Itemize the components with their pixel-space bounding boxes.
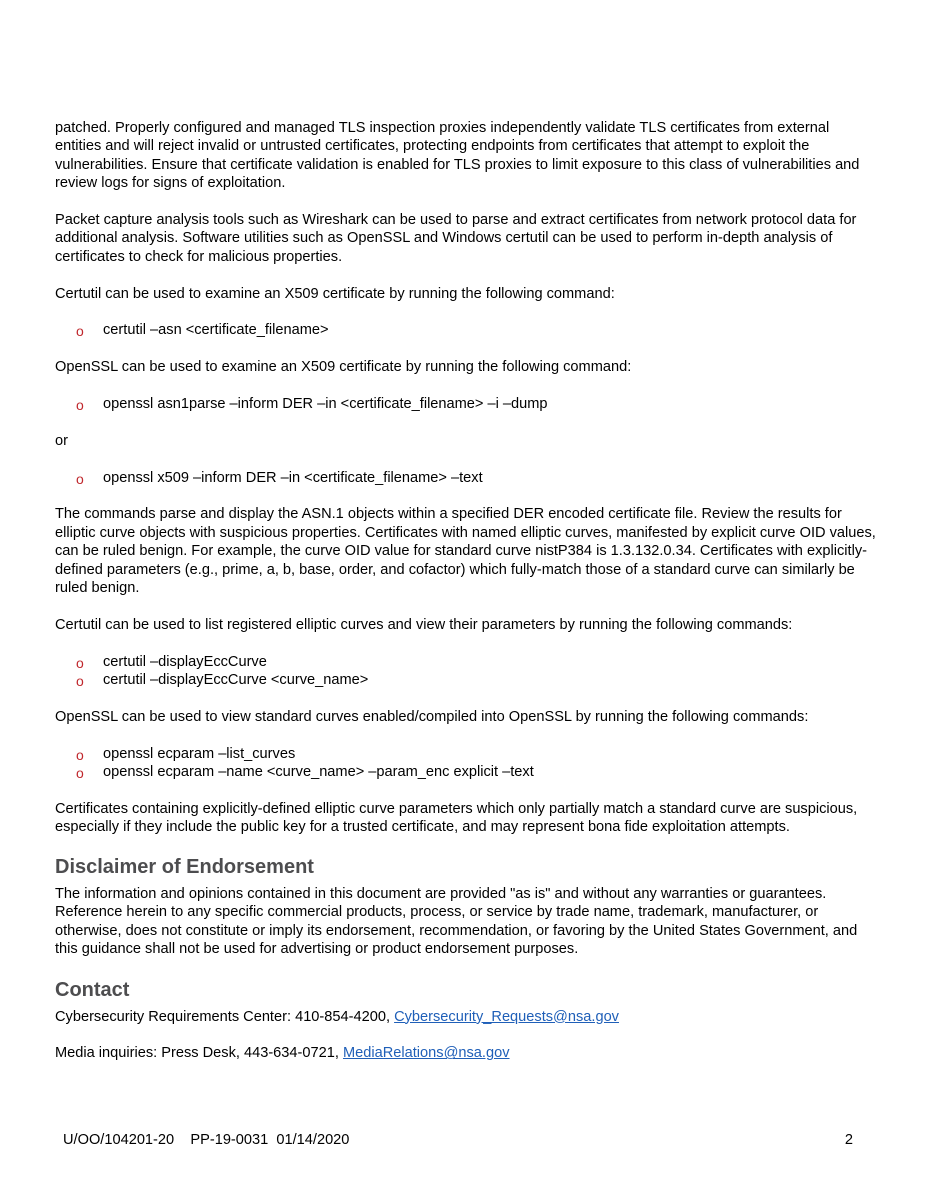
paragraph-certutil-curves: Certutil can be used to list registered elliptic curves and view their parameters by running the following commands: — [55, 616, 793, 633]
command-text: openssl ecparam –name <curve_name> –param_enc explicit –text — [103, 763, 534, 780]
page-footer — [63, 1131, 853, 1149]
command-text: openssl ecparam –list_curves — [103, 745, 296, 762]
bullet-icon: o — [76, 397, 84, 413]
paragraph-openssl-curves: OpenSSL can be used to view standard curves enabled/compiled into OpenSSL by running the following commands: — [55, 708, 809, 725]
media-label: Media inquiries: Press Desk, 443-634-0721, — [55, 1045, 343, 1062]
contact-csrc-line — [55, 1008, 877, 1026]
certutil-command-list — [55, 321, 877, 339]
list-item — [55, 653, 877, 671]
openssl-x509-command-list — [55, 469, 877, 487]
bullet-icon: o — [76, 323, 84, 340]
list-item — [55, 745, 877, 763]
paragraph-packet-capture: Packet capture analysis tools such as Wireshark can be used to parse and extract certificates from network protocol data for additional analysis. Software utilities such as OpenSSL and Windows certutil can be used to perform in-depth analysis of certificates to check for malicious properties. — [55, 212, 857, 265]
contact-heading: Contact — [55, 978, 130, 1001]
command-text: openssl asn1parse –inform DER –in <certificate_filename> –i –dump — [103, 396, 548, 412]
footer-doc-id: U/OO/104201-20 — [63, 1132, 175, 1148]
command-text: certutil –displayEccCurve — [103, 653, 267, 670]
openssl-curve-command-list — [55, 745, 877, 782]
paragraph-suspicious-certs: Certificates containing explicitly-defined elliptic curve parameters which only partially match a standard curve are suspicious, especially if they include the public key for a trusted certificate, and may represent bona fide exploitation attempts. — [55, 800, 858, 836]
bullet-icon: o — [76, 654, 84, 671]
command-text: certutil –displayEccCurve <curve_name> — [103, 671, 369, 688]
footer-doc-info — [63, 1131, 349, 1149]
contact-media-line — [55, 1044, 877, 1062]
bullet-icon: o — [76, 672, 84, 689]
bullet-icon: o — [76, 746, 84, 763]
certutil-curve-command-list — [55, 653, 877, 690]
footer-date: 01/14/2020 — [276, 1132, 350, 1148]
openssl-command-list — [55, 395, 877, 413]
paragraph-tls-proxies: patched. Properly configured and managed TLS inspection proxies independently validate TLS certificates from external entities and will reject invalid or untrusted certificates, protecting endpoints from certificates that attempt to exploit the vulnerabilities. Ensure that certificate validation is enabled for TLS proxies to limit exposure to this class of vulnerabilities and review logs for signs of exploitation. — [55, 120, 860, 192]
disclaimer-text: The information and opinions contained in this document are provided "as is" and without any warranties or guarantees. Reference herein to any specific commercial products, process, or service by trade name, trademark, manufacturer, or otherwise, does not constitute or imply its endorsement, recommendation, or favoring by the United States Government, and this guidance shall not be used for advertising or product endorsement purposes. — [55, 886, 858, 958]
footer-pp-number: PP-19-0031 — [190, 1132, 269, 1148]
list-item — [55, 763, 877, 781]
csrc-label: Cybersecurity Requirements Center: 410-854-4200, — [55, 1008, 395, 1025]
page-number: 2 — [844, 1132, 853, 1148]
document-body — [55, 119, 877, 1081]
list-item — [55, 671, 877, 689]
list-item — [55, 321, 877, 339]
csrc-email-link[interactable]: Cybersecurity_Requests@nsa.gov — [394, 1008, 619, 1025]
command-text: openssl x509 –inform DER –in <certificate_filename> –text — [103, 469, 483, 486]
list-item — [55, 395, 877, 413]
paragraph-certutil-intro: Certutil can be used to examine an X509 certificate by running the following command: — [55, 285, 615, 302]
bullet-icon: o — [76, 764, 84, 781]
bullet-icon: o — [76, 470, 84, 487]
disclaimer-heading: Disclaimer of Endorsement — [55, 856, 314, 879]
or-text: or — [55, 432, 68, 449]
list-item — [55, 469, 877, 487]
command-text: certutil –asn <certificate_filename> — [103, 322, 329, 339]
media-email-link[interactable]: MediaRelations@nsa.gov — [342, 1045, 510, 1062]
paragraph-openssl-intro: OpenSSL can be used to examine an X509 certificate by running the following command: — [55, 359, 632, 376]
paragraph-asn1-analysis: The commands parse and display the ASN.1 objects within a specified DER encoded certificate file. Review the results for elliptic curve objects with suspicious properties. Certificates with named elliptic curves, manifested by explicit curve OID values, can be ruled benign. For example, the curve OID value for standard curve nistP384 is 1.3.132.0.34. Certificates with explicitly-defined parameters (e.g., prime, a, b, base, order, and cofactor) which fully-match those of a standard curve can similarly be ruled benign. — [55, 506, 876, 596]
